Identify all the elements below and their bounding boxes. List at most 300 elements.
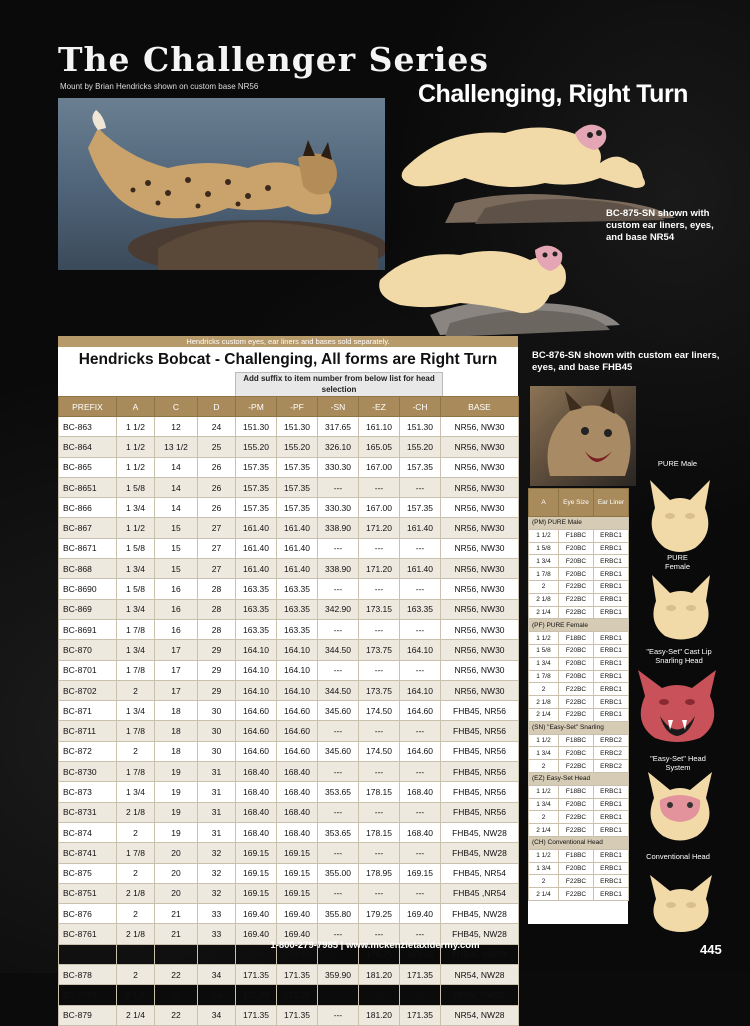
- table-row: [59, 904, 519, 924]
- mount-credit: Mount by Brian Hendricks shown on custom base NR56: [60, 82, 259, 91]
- table-cell: 2: [117, 741, 155, 761]
- table-cell: 168.40: [277, 822, 318, 842]
- table-row: [59, 579, 519, 599]
- head-spec-cell: 1 3/4: [529, 862, 559, 875]
- footer-contact: 1-800-279-7985 | www.mckenzietaxidermy.com: [270, 940, 480, 951]
- table-cell: 2 1/4: [117, 1005, 155, 1025]
- head-spec-cell: 2 1/4: [529, 606, 559, 619]
- suffix-note: Add suffix to item number from below list for head selection: [235, 372, 443, 398]
- head-spec-cell: F20BC: [559, 644, 594, 657]
- table-cell: BC-8690: [59, 579, 117, 599]
- table-cell: 164.60: [400, 741, 441, 761]
- head-spec-cell: 2: [529, 580, 559, 593]
- table-cell: BC-8781: [59, 985, 117, 1005]
- table-cell: 167.00: [359, 498, 400, 518]
- table-cell: 26: [198, 498, 236, 518]
- head-spec-row: [529, 734, 629, 747]
- table-cell: 169.40: [277, 944, 318, 964]
- table-cell: 19: [155, 822, 198, 842]
- table-cell: 33: [198, 904, 236, 924]
- table-cell: BC-873: [59, 782, 117, 802]
- table-cell: BC-868: [59, 559, 117, 579]
- table-cell: 164.10: [277, 680, 318, 700]
- table-cell: 1 7/8: [117, 843, 155, 863]
- table-cell: 330.30: [318, 498, 359, 518]
- easy-set-cast-lip-label: "Easy-Set" Cast Lip Snarling Head: [646, 647, 712, 665]
- table-cell: NR56, NW30: [441, 457, 519, 477]
- head-spec-row: [529, 696, 629, 709]
- table-cell: NR56, NW30: [441, 498, 519, 518]
- table-cell: 28: [198, 619, 236, 639]
- table-cell: 345.60: [318, 701, 359, 721]
- table-row: [59, 965, 519, 985]
- table-row: [59, 619, 519, 639]
- head-spec-cell: ERBC1: [594, 683, 629, 696]
- table-cell: BC-864: [59, 437, 117, 457]
- head-spec-cell: F22BC: [559, 760, 594, 773]
- easy-set-head-icon: [640, 770, 720, 845]
- table-cell: 1 7/8: [117, 660, 155, 680]
- table-cell: BC-8730: [59, 762, 117, 782]
- head-spec-cell: ERBC1: [594, 798, 629, 811]
- table-row: [59, 701, 519, 721]
- column-header: D: [198, 397, 236, 417]
- head-spec-cell: 2: [529, 760, 559, 773]
- bobcat-mount-photo: [58, 98, 385, 270]
- table-cell: ---: [318, 660, 359, 680]
- conventional-head-icon: [642, 873, 720, 935]
- head-spec-row: [529, 568, 629, 581]
- table-cell: 157.35: [236, 457, 277, 477]
- table-cell: 171.20: [359, 559, 400, 579]
- table-cell: 155.20: [277, 437, 318, 457]
- table-cell: 178.95: [359, 863, 400, 883]
- table-row: [59, 599, 519, 619]
- table-cell: 164.60: [277, 741, 318, 761]
- head-spec-row: [529, 811, 629, 824]
- table-cell: 151.30: [400, 417, 441, 437]
- table-title: Hendricks Bobcat - Challenging, All forms are Right Turn: [78, 351, 498, 368]
- pure-male-label: PURE Male: [657, 459, 698, 468]
- table-cell: NR56, NW30: [441, 599, 519, 619]
- table-cell: 19: [155, 802, 198, 822]
- table-cell: 12: [155, 417, 198, 437]
- table-cell: 169.15: [236, 843, 277, 863]
- head-spec-cell: 2: [529, 811, 559, 824]
- head-spec-cell: ERBC1: [594, 696, 629, 709]
- head-spec-cell: 1 1/2: [529, 785, 559, 798]
- table-cell: 171.35: [400, 965, 441, 985]
- column-header: A: [117, 397, 155, 417]
- head-spec-row: [529, 632, 629, 645]
- table-cell: 171.35: [277, 985, 318, 1005]
- head-spec-row: [529, 824, 629, 837]
- head-spec-cell: F18BC: [559, 529, 594, 542]
- table-cell: ---: [318, 619, 359, 639]
- table-row: [59, 822, 519, 842]
- table-cell: 32: [198, 843, 236, 863]
- table-cell: 168.40: [277, 782, 318, 802]
- head-spec-cell: ERBC1: [594, 708, 629, 721]
- table-cell: 168.40: [236, 762, 277, 782]
- table-cell: 164.10: [236, 660, 277, 680]
- table-cell: ---: [318, 1005, 359, 1025]
- head-spec-row: [529, 529, 629, 542]
- table-cell: 27: [198, 559, 236, 579]
- table-cell: 26: [198, 477, 236, 497]
- head-spec-cell: F18BC: [559, 632, 594, 645]
- table-cell: 2: [117, 680, 155, 700]
- column-header: -PF: [277, 397, 318, 417]
- table-cell: 17: [155, 640, 198, 660]
- table-cell: 34: [198, 985, 236, 1005]
- table-cell: BC-869: [59, 599, 117, 619]
- table-row: [59, 843, 519, 863]
- table-cell: 181.20: [359, 1005, 400, 1025]
- head-spec-cell: ERBC1: [594, 888, 629, 901]
- head-spec-row: [529, 580, 629, 593]
- table-cell: 169.40: [277, 924, 318, 944]
- table-cell: 29: [198, 660, 236, 680]
- table-row: [59, 680, 519, 700]
- table-cell: 330.30: [318, 457, 359, 477]
- table-cell: ---: [318, 985, 359, 1005]
- table-cell: 26: [198, 457, 236, 477]
- table-cell: 157.35: [236, 498, 277, 518]
- head-spec-cell: 1 1/2: [529, 632, 559, 645]
- table-cell: FHB45, NW28: [441, 843, 519, 863]
- pure-male-head-icon: [640, 478, 720, 556]
- head-spec-cell: F22BC: [559, 708, 594, 721]
- table-cell: ---: [400, 802, 441, 822]
- table-cell: 1 3/4: [117, 701, 155, 721]
- table-cell: 1 3/4: [117, 498, 155, 518]
- table-cell: ---: [318, 924, 359, 944]
- table-cell: NR56, NW30: [441, 680, 519, 700]
- table-cell: 20: [155, 843, 198, 863]
- head-spec-row: [529, 888, 629, 901]
- table-cell: 169.40: [400, 944, 441, 964]
- table-cell: 353.65: [318, 782, 359, 802]
- table-cell: ---: [318, 883, 359, 903]
- table-cell: ---: [318, 843, 359, 863]
- table-cell: BC-867: [59, 518, 117, 538]
- table-cell: ---: [359, 721, 400, 741]
- table-row: [59, 762, 519, 782]
- table-cell: 19: [155, 782, 198, 802]
- table-cell: BC-874: [59, 822, 117, 842]
- table-cell: BC-8651: [59, 477, 117, 497]
- table-cell: NR56, NW30: [441, 437, 519, 457]
- table-cell: 32: [198, 883, 236, 903]
- table-cell: FHB45 ,NR54: [441, 883, 519, 903]
- head-spec-table: [528, 488, 629, 901]
- head-spec-row: [529, 862, 629, 875]
- table-cell: 353.65: [318, 822, 359, 842]
- table-cell: 157.35: [400, 457, 441, 477]
- head-spec-row: [529, 875, 629, 888]
- head-section-title: (PF) PURE Female: [529, 619, 629, 632]
- table-cell: 155.20: [400, 437, 441, 457]
- table-cell: 342.90: [318, 599, 359, 619]
- head-spec-cell: ERBC1: [594, 785, 629, 798]
- table-cell: BC-875: [59, 863, 117, 883]
- table-cell: 178.15: [359, 782, 400, 802]
- table-cell: 28: [198, 599, 236, 619]
- table-cell: 163.35: [400, 599, 441, 619]
- table-cell: 34: [198, 965, 236, 985]
- table-cell: 2: [117, 863, 155, 883]
- head-spec-cell: ERBC1: [594, 580, 629, 593]
- head-spec-cell: 2: [529, 875, 559, 888]
- table-cell: BC-8751: [59, 883, 117, 903]
- table-cell: 163.35: [277, 619, 318, 639]
- table-cell: 161.10: [359, 417, 400, 437]
- table-cell: 29: [198, 640, 236, 660]
- table-cell: ---: [400, 538, 441, 558]
- table-cell: 30: [198, 741, 236, 761]
- table-cell: 14: [155, 457, 198, 477]
- table-row: [59, 660, 519, 680]
- table-row: [59, 518, 519, 538]
- table-cell: 157.35: [277, 457, 318, 477]
- table-cell: 1 5/8: [117, 477, 155, 497]
- table-cell: 171.35: [277, 1005, 318, 1025]
- table-cell: 173.75: [359, 680, 400, 700]
- table-cell: ---: [400, 721, 441, 741]
- table-cell: FHB45, NR56: [441, 762, 519, 782]
- table-cell: NR56, NW30: [441, 660, 519, 680]
- table-row: [59, 640, 519, 660]
- table-cell: 1 1/2: [117, 457, 155, 477]
- table-cell: ---: [400, 660, 441, 680]
- table-cell: 171.35: [236, 965, 277, 985]
- table-cell: 178.15: [359, 822, 400, 842]
- table-cell: 164.10: [236, 640, 277, 660]
- table-cell: ---: [359, 660, 400, 680]
- table-cell: 161.40: [277, 518, 318, 538]
- table-cell: 164.60: [400, 701, 441, 721]
- table-cell: ---: [318, 762, 359, 782]
- table-cell: 1 5/8: [117, 579, 155, 599]
- head-spec-cell: F20BC: [559, 862, 594, 875]
- table-cell: ---: [359, 843, 400, 863]
- table-cell: 20: [155, 863, 198, 883]
- head-section-row: [529, 836, 629, 849]
- table-cell: 18: [155, 741, 198, 761]
- table-cell: 161.40: [277, 538, 318, 558]
- table-row: [59, 985, 519, 1005]
- head-spec-cell: F22BC: [559, 888, 594, 901]
- head-section-row: [529, 619, 629, 632]
- table-cell: BC-8761: [59, 924, 117, 944]
- head-spec-cell: F22BC: [559, 811, 594, 824]
- column-header: -SN: [318, 397, 359, 417]
- table-cell: 161.40: [236, 538, 277, 558]
- table-cell: BC-8671: [59, 538, 117, 558]
- table-cell: ---: [400, 579, 441, 599]
- column-header: C: [155, 397, 198, 417]
- head-spec-cell: F20BC: [559, 670, 594, 683]
- head-column-header: Ear Liner: [594, 489, 629, 517]
- form2-caption: BC-876-SN shown with custom ear liners, eyes, and base FHB45: [532, 350, 720, 373]
- table-cell: ---: [318, 944, 359, 964]
- head-spec-cell: ERBC1: [594, 529, 629, 542]
- table-cell: 161.40: [400, 518, 441, 538]
- snarling-head-icon: [630, 668, 725, 746]
- table-cell: BC-8711: [59, 721, 117, 741]
- table-cell: 151.30: [277, 417, 318, 437]
- table-cell: BC-872: [59, 741, 117, 761]
- table-cell: NR54, NW28: [441, 965, 519, 985]
- head-section-row: [529, 721, 629, 734]
- table-cell: 344.50: [318, 680, 359, 700]
- head-spec-cell: F18BC: [559, 849, 594, 862]
- head-spec-cell: F20BC: [559, 555, 594, 568]
- table-cell: 167.00: [359, 457, 400, 477]
- table-cell: 168.40: [236, 822, 277, 842]
- table-cell: 171.35: [236, 985, 277, 1005]
- table-cell: 27: [198, 518, 236, 538]
- table-cell: 164.60: [277, 701, 318, 721]
- head-spec-cell: 1 5/8: [529, 542, 559, 555]
- table-cell: 34: [198, 1005, 236, 1025]
- table-cell: 2 1/8: [117, 985, 155, 1005]
- table-cell: 155.20: [236, 437, 277, 457]
- table-cell: 13 1/2: [155, 437, 198, 457]
- table-cell: 169.15: [236, 883, 277, 903]
- head-spec-row: [529, 542, 629, 555]
- head-spec-row: [529, 657, 629, 670]
- page-subtitle: Challenging, Right Turn: [418, 80, 688, 108]
- table-cell: 21: [155, 924, 198, 944]
- table-cell: 2: [117, 965, 155, 985]
- table-cell: 22: [155, 1005, 198, 1025]
- table-row: [59, 802, 519, 822]
- head-spec-cell: ERBC2: [594, 734, 629, 747]
- table-cell: ---: [359, 924, 400, 944]
- table-cell: FHB45, NW28: [441, 944, 519, 964]
- table-row: [59, 782, 519, 802]
- head-spec-cell: 1 3/4: [529, 657, 559, 670]
- table-cell: 338.90: [318, 518, 359, 538]
- table-cell: 1 1/2: [117, 417, 155, 437]
- table-cell: 1 7/8: [117, 619, 155, 639]
- table-cell: ---: [359, 619, 400, 639]
- head-spec-cell: ERBC1: [594, 849, 629, 862]
- table-row: [59, 883, 519, 903]
- table-row: [59, 863, 519, 883]
- table-cell: NR54, NW28: [441, 1005, 519, 1025]
- head-spec-row: [529, 747, 629, 760]
- table-cell: 164.10: [277, 640, 318, 660]
- table-cell: 30: [198, 701, 236, 721]
- table-cell: BC-879: [59, 1005, 117, 1025]
- table-cell: FHB45, NR56: [441, 741, 519, 761]
- table-cell: 169.15: [277, 883, 318, 903]
- table-cell: NR56, NW30: [441, 619, 519, 639]
- table-cell: ---: [359, 477, 400, 497]
- table-row: [59, 538, 519, 558]
- head-spec-cell: ERBC1: [594, 824, 629, 837]
- table-cell: 2 1/8: [117, 802, 155, 822]
- head-spec-cell: ERBC2: [594, 747, 629, 760]
- table-cell: ---: [359, 802, 400, 822]
- table-cell: 22: [155, 965, 198, 985]
- table-cell: NR56, NW30: [441, 640, 519, 660]
- head-spec-cell: F20BC: [559, 568, 594, 581]
- table-cell: 2: [117, 904, 155, 924]
- table-cell: 169.40: [277, 904, 318, 924]
- table-cell: 18: [155, 721, 198, 741]
- table-cell: 169.15: [277, 843, 318, 863]
- table-cell: ---: [318, 579, 359, 599]
- table-row: [59, 1005, 519, 1025]
- table-cell: 2: [117, 822, 155, 842]
- table-cell: 25: [198, 437, 236, 457]
- table-cell: 355.80: [318, 904, 359, 924]
- table-cell: 14: [155, 498, 198, 518]
- table-cell: 174.50: [359, 701, 400, 721]
- column-header: -PM: [236, 397, 277, 417]
- table-cell: FHB45, NW28: [441, 924, 519, 944]
- head-spec-row: [529, 798, 629, 811]
- head-spec-cell: 2: [529, 683, 559, 696]
- table-cell: NR56, NW30: [441, 579, 519, 599]
- table-cell: 157.35: [236, 477, 277, 497]
- head-spec-cell: 2 1/4: [529, 824, 559, 837]
- table-cell: NR56, NW30: [441, 538, 519, 558]
- head-spec-row: [529, 849, 629, 862]
- head-spec-panel: [528, 488, 628, 924]
- table-row: [59, 741, 519, 761]
- table-cell: 15: [155, 518, 198, 538]
- table-cell: 16: [155, 579, 198, 599]
- head-spec-cell: ERBC1: [594, 644, 629, 657]
- head-spec-cell: ERBC1: [594, 542, 629, 555]
- table-cell: 168.40: [236, 802, 277, 822]
- head-spec-row: [529, 593, 629, 606]
- table-cell: 345.60: [318, 741, 359, 761]
- table-cell: 27: [198, 538, 236, 558]
- table-cell: 169.40: [236, 904, 277, 924]
- column-header: -EZ: [359, 397, 400, 417]
- table-cell: 179.25: [359, 904, 400, 924]
- head-spec-cell: ERBC1: [594, 875, 629, 888]
- table-cell: BC-865: [59, 457, 117, 477]
- table-cell: 161.40: [236, 559, 277, 579]
- pure-female-head-icon: [642, 573, 720, 643]
- table-cell: 171.35: [400, 1005, 441, 1025]
- head-spec-cell: ERBC1: [594, 811, 629, 824]
- table-cell: 164.60: [236, 741, 277, 761]
- table-cell: BC-8741: [59, 843, 117, 863]
- head-spec-cell: 1 3/4: [529, 555, 559, 568]
- table-cell: 168.40: [277, 802, 318, 822]
- table-cell: FHB45, NR56: [441, 802, 519, 822]
- table-cell: FHB45, NW28: [441, 904, 519, 924]
- table-cell: 1 7/8: [117, 721, 155, 741]
- head-spec-cell: F22BC: [559, 824, 594, 837]
- table-cell: NR56, NW30: [441, 559, 519, 579]
- head-section-title: (EZ) Easy-Set Head: [529, 772, 629, 785]
- table-cell: 151.30: [236, 417, 277, 437]
- head-spec-cell: ERBC1: [594, 670, 629, 683]
- head-column-header: A: [529, 489, 559, 517]
- table-cell: 157.35: [400, 498, 441, 518]
- table-cell: ---: [400, 883, 441, 903]
- table-cell: FHB45, NR56: [441, 782, 519, 802]
